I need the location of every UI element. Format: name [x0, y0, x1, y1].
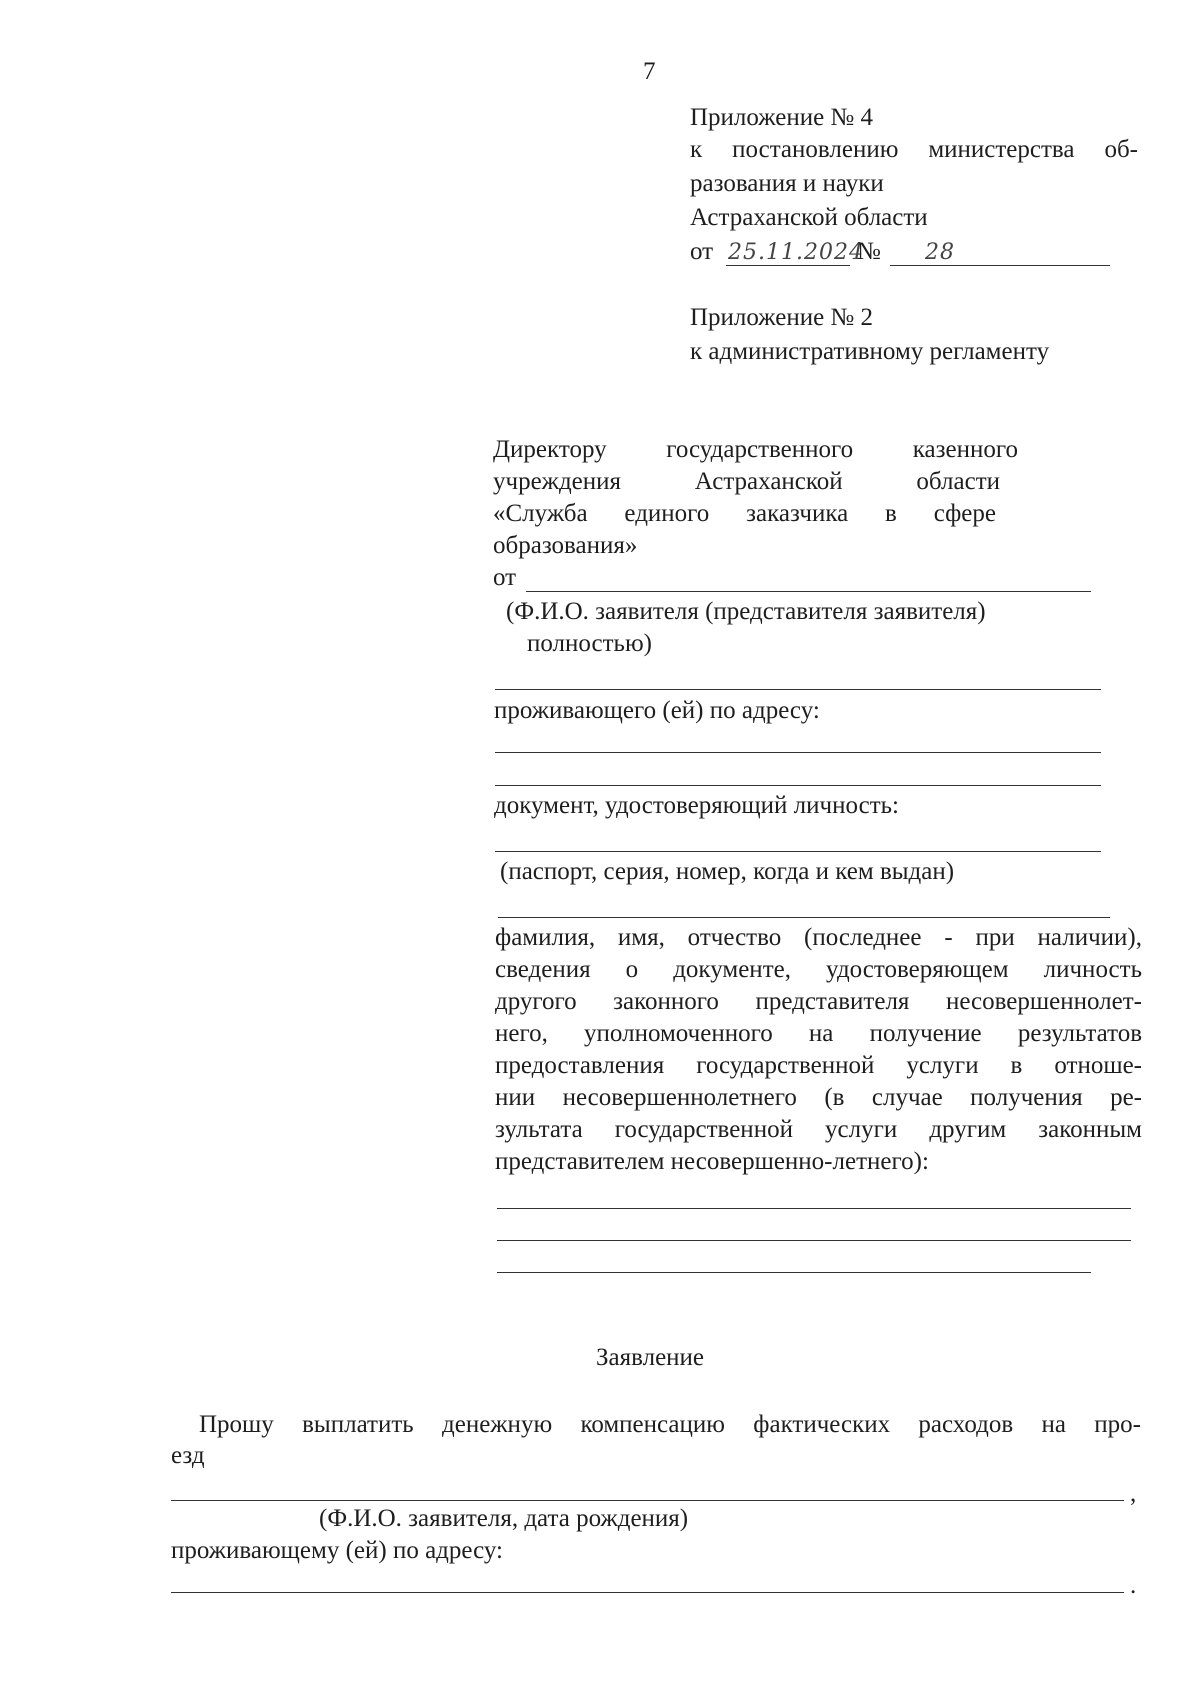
identity-document-details-line[interactable]: [498, 917, 1110, 918]
page-number: 7: [643, 58, 656, 85]
second-rep-line-8: представителем несовершенно-летнего):: [495, 1148, 929, 1175]
second-rep-line-5: предоставления государственной услуги в отноше-: [495, 1052, 1142, 1079]
second-rep-line-4: него, уполномоченного на получение результатов: [495, 1020, 1142, 1047]
appendix4-date-underline: [726, 265, 850, 266]
addressee-line4: образования»: [493, 532, 638, 559]
statement-request-line-1: Прошу выплатить денежную компенсацию фактических расходов на про-: [199, 1411, 1141, 1438]
second-rep-line-blank-2[interactable]: [497, 1240, 1131, 1241]
second-rep-line-blank-1[interactable]: [497, 1208, 1131, 1209]
appendix4-line3: Астраханской области: [690, 204, 928, 231]
statement-comma: ,: [1130, 1480, 1137, 1507]
address-label: проживающего (ей) по адресу:: [494, 697, 820, 724]
second-rep-line-2: сведения о документе, удостоверяющем личность: [495, 956, 1142, 983]
statement-title: Заявление: [596, 1344, 705, 1371]
appendix4-number-underline: [890, 265, 1110, 266]
applicant-name-line[interactable]: [526, 591, 1091, 592]
appendix4-line1: к постановлению министерства об-: [690, 136, 1138, 163]
statement-applicant-hint: (Ф.И.О. заявителя, дата рождения): [319, 1505, 689, 1532]
statement-applicant-line[interactable]: [171, 1500, 1124, 1501]
second-rep-line-1: фамилия, имя, отчество (последнее - при наличии),: [495, 924, 1142, 951]
applicant-name-hint-1: (Ф.И.О. заявителя (представителя заявителя): [506, 598, 986, 625]
appendix4-date-value: 25.11.2024: [728, 240, 864, 265]
statement-period: .: [1130, 1572, 1137, 1599]
address-line-2[interactable]: [495, 785, 1101, 786]
second-rep-line-blank-3[interactable]: [497, 1272, 1091, 1273]
second-rep-line-7: зультата государственной услуги другим законным: [495, 1116, 1142, 1143]
statement-request-line-2: езд: [171, 1442, 205, 1469]
second-rep-line-3: другого законного представителя несовершеннолет-: [495, 988, 1142, 1015]
applicant-name-hint-2: полностью): [527, 630, 652, 657]
appendix4-number-value: 28: [925, 240, 955, 265]
appendix4-date-prefix: от: [690, 238, 714, 265]
appendix2-line1: к административному регламенту: [690, 338, 1050, 365]
applicant-name-line-2[interactable]: [495, 689, 1101, 690]
appendix2-title: Приложение № 2: [690, 304, 874, 331]
addressee-from-label: от: [493, 564, 517, 591]
addressee-line2: учреждения Астраханской области: [493, 468, 1000, 495]
address-line-1[interactable]: [495, 752, 1101, 753]
addressee-line3: «Служба единого заказчика в сфере: [493, 500, 996, 527]
appendix4-line2: разования и науки: [690, 170, 884, 197]
second-rep-line-6: нии несовершеннолетнего (в случае получения ре-: [495, 1084, 1142, 1111]
statement-address-line[interactable]: [171, 1592, 1124, 1593]
identity-document-label: документ, удостоверяющий личность:: [494, 792, 899, 819]
appendix4-title: Приложение № 4: [690, 104, 874, 131]
identity-document-hint: (паспорт, серия, номер, когда и кем выдан): [500, 858, 955, 885]
addressee-line1: Директору государственного казенного: [493, 436, 1018, 463]
statement-address-label: проживающему (ей) по адресу:: [171, 1537, 503, 1564]
identity-document-line[interactable]: [495, 851, 1101, 852]
appendix4-number-prefix: №: [857, 238, 881, 265]
